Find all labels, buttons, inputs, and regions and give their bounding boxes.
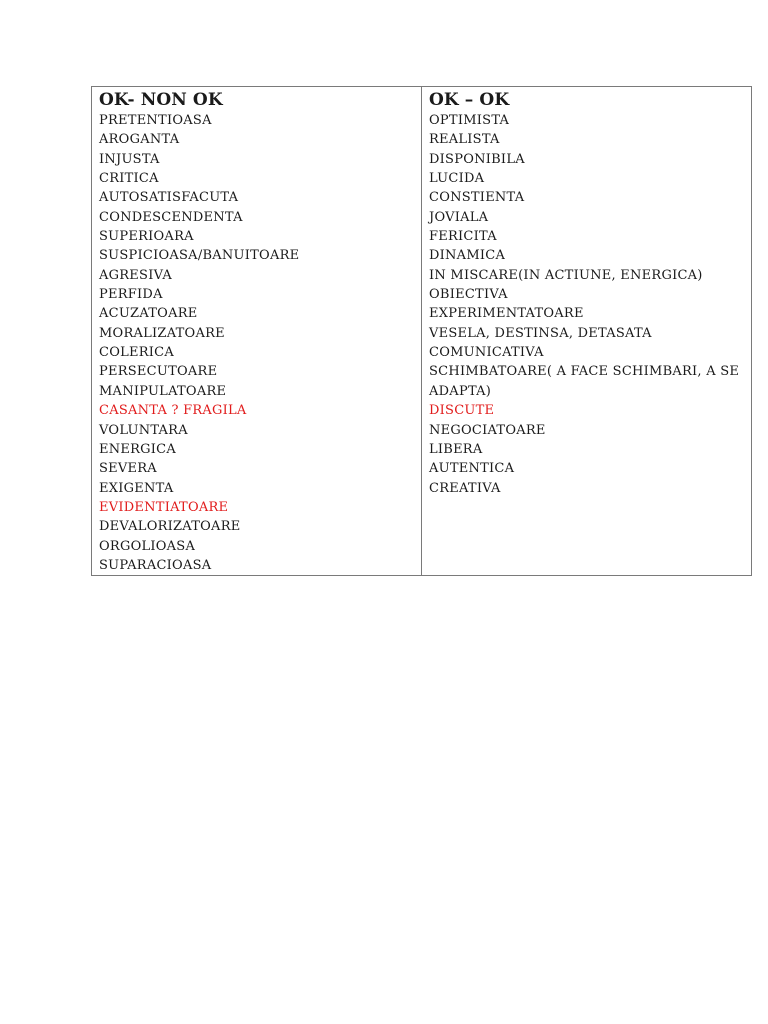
list-item: REALISTA (429, 132, 500, 148)
list-item: PERSECUTOARE (99, 364, 218, 380)
list-item: ORGOLIOASA (99, 538, 196, 554)
list-item: JOVIALA (429, 209, 489, 225)
list-item: SEVERA (99, 461, 157, 477)
list-item: ACUZATOARE (99, 306, 198, 322)
list-item: SUPERIOARA (99, 229, 194, 245)
column-ok-ok (422, 87, 752, 576)
column-heading-ok-ok: OK – OK (429, 90, 510, 110)
list-item: DEVALORIZATOARE (99, 519, 241, 535)
word-list-ok-ok (429, 111, 744, 498)
list-item: MANIPULATOARE (99, 383, 227, 399)
list-item: COLERICA (99, 345, 174, 361)
list-item: OBIECTIVA (429, 287, 508, 303)
list-item: EXPERIMENTATOARE (429, 306, 584, 322)
list-item: CREATIVA (429, 480, 501, 496)
list-item: DISCUTE (429, 403, 495, 419)
list-item: MORALIZATOARE (99, 325, 225, 341)
list-item: CRITICA (99, 171, 159, 187)
list-item: LIBERA (429, 441, 483, 457)
list-item: AROGANTA (99, 132, 180, 148)
list-item: ENERGICA (99, 441, 176, 457)
list-item: AGRESIVA (99, 267, 172, 283)
list-item: DISPONIBILA (429, 151, 525, 167)
list-item: AUTENTICA (429, 461, 515, 477)
list-item: EXIGENTA (99, 480, 174, 496)
list-item: CONSTIENTA (429, 190, 525, 206)
list-item: VOLUNTARA (99, 422, 188, 438)
word-list-ok-non-ok (99, 111, 414, 575)
list-item: SUSPICIOASA/BANUITOARE (99, 248, 300, 264)
list-item: IN MISCARE(IN ACTIUNE, ENERGICA) (429, 267, 703, 283)
column-heading-ok-non-ok: OK- NON OK (99, 90, 223, 110)
list-item: PRETENTIOASA (99, 113, 212, 128)
traits-table (91, 86, 752, 576)
list-item: INJUSTA (99, 151, 160, 167)
list-item: DINAMICA (429, 248, 506, 264)
list-item: LUCIDA (429, 171, 485, 187)
list-item: AUTOSATISFACUTA (99, 190, 239, 206)
list-item: COMUNICATIVA (429, 345, 544, 361)
list-item: CONDESCENDENTA (99, 209, 243, 225)
list-item: SCHIMBATOARE( A FACE SCHIMBARI, A SE ADAPTA) (429, 364, 740, 399)
column-ok-non-ok (92, 87, 422, 576)
list-item: VESELA, DESTINSA, DETASATA (429, 325, 652, 341)
list-item: PERFIDA (99, 287, 163, 303)
list-item: EVIDENTIATOARE (99, 499, 229, 515)
list-item: SUPARACIOASA (99, 557, 212, 573)
list-item: NEGOCIATOARE (429, 422, 546, 438)
list-item: OPTIMISTA (429, 113, 510, 128)
table-row (92, 87, 752, 576)
list-item: CASANTA ? FRAGILA (99, 403, 247, 419)
list-item: FERICITA (429, 229, 497, 245)
